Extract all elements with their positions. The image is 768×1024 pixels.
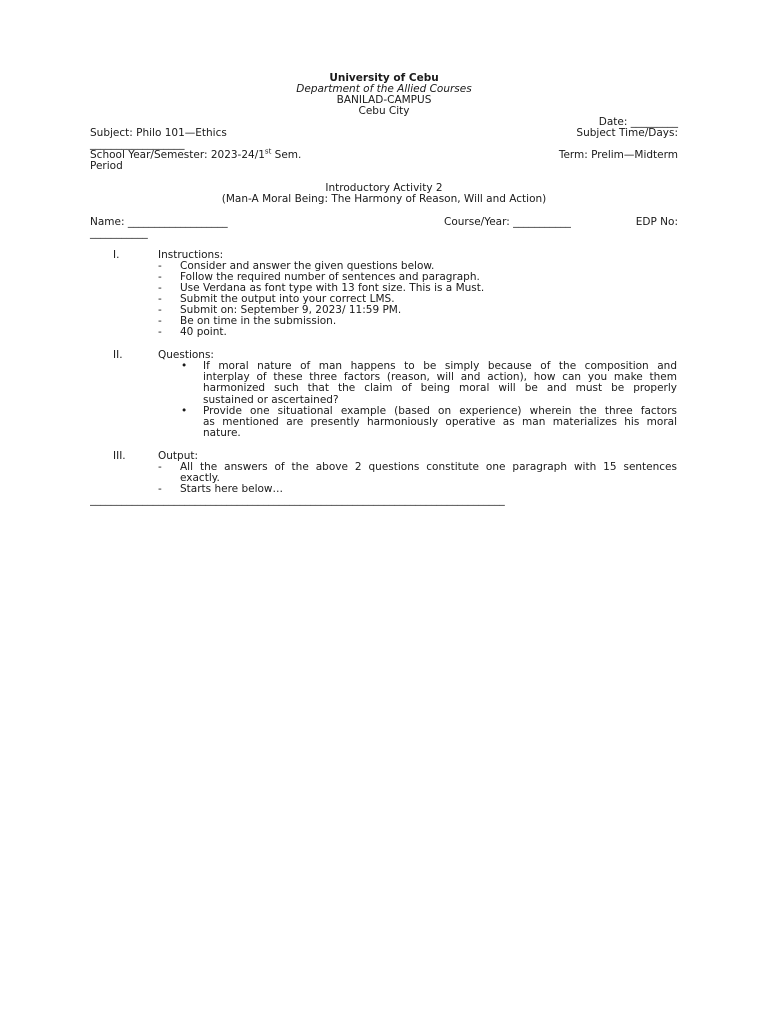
question-1-line: harmonized such that the claim of being moral will be and must be properly	[203, 382, 677, 395]
instruction-item: Consider and answer the given questions below.	[180, 260, 435, 272]
dash-bullet: -	[158, 282, 162, 294]
question-1-line: If moral nature of man happens to be simply because of the composition and	[203, 360, 677, 372]
instruction-item: Submit on: September 9, 2023/ 11:59 PM.	[180, 304, 402, 316]
department-name: Department of the Allied Courses	[296, 83, 472, 95]
questions-heading: Questions:	[158, 349, 214, 361]
dash-bullet: -	[158, 293, 162, 305]
school-year-sup: st	[264, 147, 272, 156]
subject-underline: __________________	[90, 138, 185, 150]
date-field: Date: _________	[598, 116, 678, 128]
edp-underline: ___________	[90, 227, 148, 239]
instruction-item: Submit the output into your correct LMS.	[180, 293, 395, 305]
output-heading: Output:	[158, 450, 199, 462]
instructions-heading: Instructions:	[158, 249, 224, 261]
activity-title: Introductory Activity 2	[325, 182, 443, 194]
question-2-line: Provide one situational example (based on experience) wherein the three factors	[203, 405, 677, 417]
answer-rule: _______________________________________________________________________________	[90, 495, 505, 506]
question-1-line: sustained or ascertained?	[203, 393, 339, 406]
name-field: Name: ___________________	[90, 216, 228, 228]
term-label: Term: Prelim—Midterm	[558, 149, 678, 161]
section-numeral: II.	[113, 349, 123, 361]
period-label: Period	[90, 160, 123, 172]
instruction-item: Follow the required number of sentences and paragraph.	[180, 271, 480, 283]
output-item-line: exactly.	[180, 472, 220, 485]
activity-subtitle: (Man-A Moral Being: The Harmony of Reason, Will and Action)	[221, 193, 547, 205]
section-numeral: I.	[113, 249, 120, 261]
output-item-2: Starts here below…	[180, 483, 284, 495]
section-numeral: III.	[113, 450, 126, 462]
school-year-text: School Year/Semester: 2023-24/1	[90, 149, 265, 161]
question-2-line: nature.	[203, 427, 241, 440]
instruction-item: Use Verdana as font type with 13 font size. This is a Must.	[180, 282, 485, 294]
subject-label: Subject: Philo 101—Ethics	[90, 127, 227, 139]
dash-bullet: -	[158, 260, 162, 272]
output-item-1	[180, 462, 677, 484]
bullet-dot: •	[181, 360, 188, 372]
bullet-dot: •	[181, 405, 188, 417]
dash-bullet: -	[158, 461, 162, 473]
instruction-item: 40 point.	[180, 326, 227, 338]
dash-bullet: -	[158, 483, 162, 495]
question-2-line: as mentioned are presently harmoniously operative as man materializes his moral	[203, 416, 677, 429]
question-2	[203, 406, 677, 440]
edp-field: EDP No:	[635, 216, 678, 228]
campus-name: BANILAD-CAMPUS	[336, 94, 432, 106]
dash-bullet: -	[158, 271, 162, 283]
question-1	[203, 361, 677, 406]
course-year-field: Course/Year: ___________	[444, 216, 571, 228]
school-year-tail: Sem.	[271, 149, 302, 161]
question-1-line: interplay of these three factors (reason, will and action), how can you make them	[203, 371, 677, 384]
city-name: Cebu City	[358, 105, 410, 117]
dash-bullet: -	[158, 315, 162, 327]
subject-time-label: Subject Time/Days:	[576, 127, 678, 139]
dash-bullet: -	[158, 326, 162, 338]
output-item-line: All the answers of the above 2 questions constitute one paragraph with 15 sentences	[180, 461, 677, 473]
instruction-item: Be on time in the submission.	[180, 315, 337, 327]
dash-bullet: -	[158, 304, 162, 316]
university-name: University of Cebu	[329, 72, 439, 84]
